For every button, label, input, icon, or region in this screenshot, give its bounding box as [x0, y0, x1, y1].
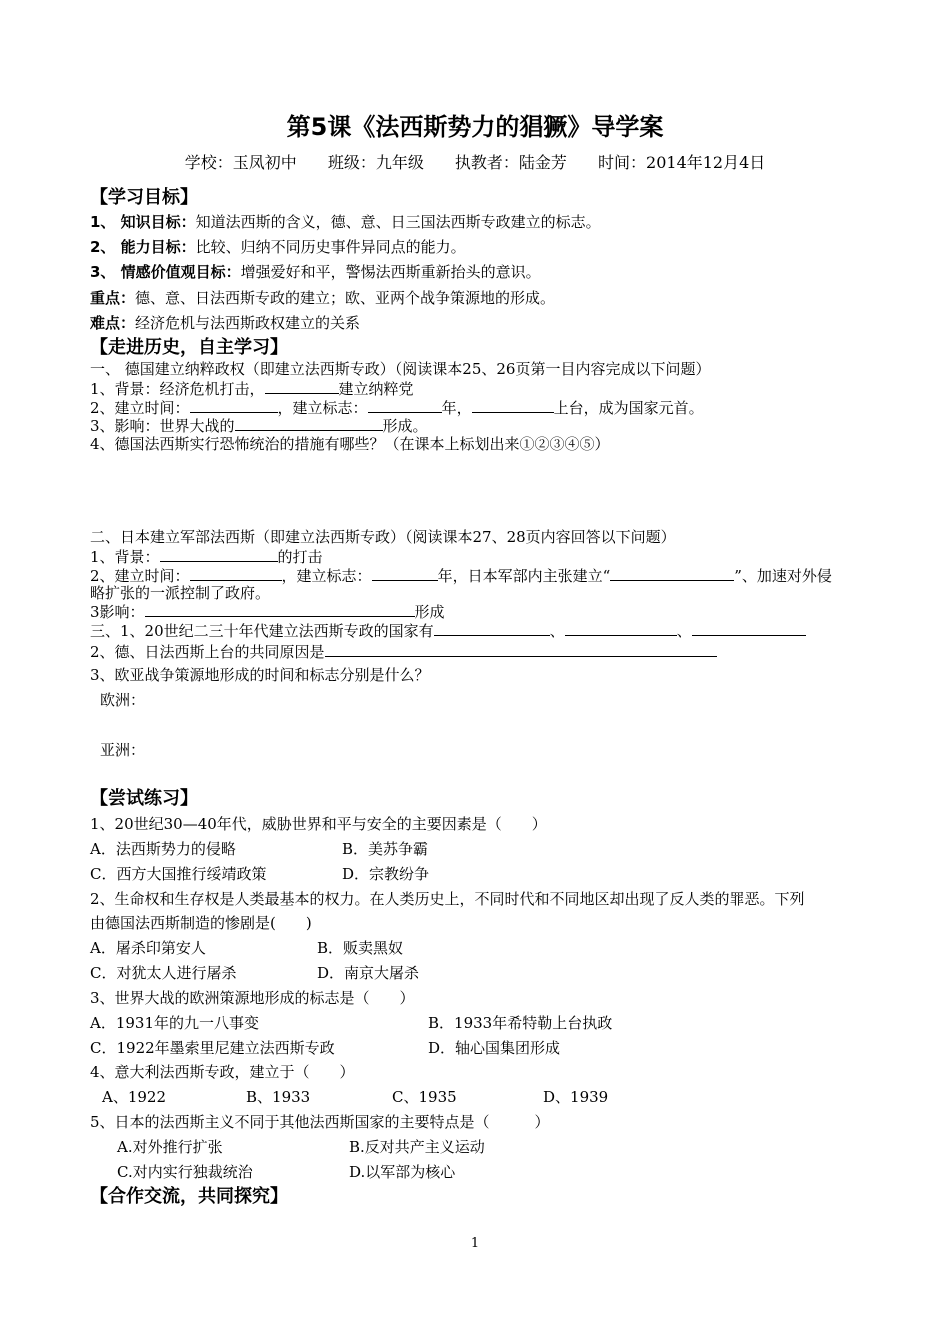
time-info: 时间：2014年12月4日 — [598, 153, 766, 172]
goal-2-text: 比较、归纳不同历史事件异同点的能力。 — [195, 238, 466, 256]
q4-option-b: B、1933 — [246, 1088, 311, 1106]
answer-blank[interactable] — [372, 566, 438, 581]
self-study-heading: 【走进历史，自主学习】 — [90, 337, 288, 358]
s3-q2-text: 2、德、日法西斯上台的共同原因是 — [90, 643, 325, 661]
s2-question-2-cont: 略扩张的一派控制了政府。 — [90, 584, 271, 602]
difficult-point — [90, 314, 360, 332]
lesson-info — [0, 153, 950, 173]
key-label: 重点： — [90, 289, 136, 307]
practice-q3: 3、世界大战的欧洲策源地形成的标志是（ ） — [90, 989, 415, 1007]
answer-blank[interactable] — [434, 621, 550, 636]
goal-1-label: 1、 知识目标： — [90, 213, 196, 231]
page-number: 1 — [470, 1236, 480, 1251]
s1-q2-text-4: 上台，成为国家元首。 — [553, 399, 704, 417]
s2-question-3 — [90, 602, 445, 621]
q3-option-c: C．1922年墨索里尼建立法西斯专政 — [90, 1039, 335, 1057]
s3-q1-text: 三、1、20世纪二三十年代建立法西斯专政的国家有 — [90, 622, 434, 640]
q1-option-c: C．西方大国推行绥靖政策 — [90, 865, 267, 883]
q2-option-b: B．贩卖黑奴 — [317, 939, 404, 957]
goal-3-label: 3、 情感价值观目标： — [90, 263, 241, 281]
s3-question-1 — [90, 621, 806, 640]
q2-option-d: D．南京大屠杀 — [317, 964, 420, 982]
s2-q3-text: 3影响： — [90, 603, 145, 621]
practice-q1: 1、20世纪30—40年代，威胁世界和平与安全的主要因素是（ ） — [90, 815, 547, 833]
answer-blank[interactable] — [325, 642, 717, 657]
s1-q3-text: 3、影响：世界大战的 — [90, 417, 235, 435]
s2-q2-text-3: 年，日本军部内主张建立“ — [437, 567, 611, 585]
s1-q2-text-2: ，建立标志： — [277, 399, 368, 417]
s2-q3-text-2: 形成 — [414, 603, 445, 621]
practice-q2-line1: 2、生命权和生存权是人类最基本的权力。在人类历史上，不同时代和不同地区却出现了反人类的罪恶。下列 — [90, 890, 805, 908]
goal-ability — [90, 238, 466, 256]
answer-blank[interactable] — [472, 398, 554, 413]
answer-blank[interactable] — [368, 398, 442, 413]
s1-q2-text: 2、建立时间： — [90, 399, 190, 417]
school-info: 学校：玉凤初中 — [184, 153, 297, 172]
separator: 、 — [549, 622, 565, 640]
s2-q2-text-2: ，建立标志： — [281, 567, 372, 585]
answer-blank[interactable] — [235, 416, 383, 431]
teacher-info: 执教者：陆金芳 — [454, 153, 567, 172]
answer-blank[interactable] — [145, 602, 415, 617]
q3-option-b: B．1933年希特勒上台执政 — [428, 1014, 613, 1032]
s3-question-2 — [90, 642, 717, 661]
s3-question-3: 3、欧亚战争策源地形成的时间和标志分别是什么？ — [90, 666, 430, 684]
q3-option-a: A．1931年的九一八事变 — [90, 1014, 260, 1032]
grade-info: 班级：九年级 — [327, 153, 424, 172]
page-title: 第5课《法西斯势力的猖獗》导学案 — [286, 113, 664, 141]
answer-blank[interactable] — [610, 566, 734, 581]
q2-option-a: A．屠杀印第安人 — [90, 939, 206, 957]
q2-option-c: C．对犹太人进行屠杀 — [90, 964, 237, 982]
q4-option-c: C、1935 — [392, 1088, 457, 1106]
goal-3-text: 增强爱好和平，警惕法西斯重新抬头的意识。 — [240, 263, 541, 281]
practice-heading: 【尝试练习】 — [90, 788, 198, 809]
s1-q2-text-3: 年， — [441, 399, 472, 417]
answer-blank[interactable] — [265, 379, 339, 394]
goal-1-text: 知道法西斯的含义，德、意、日三国法西斯专政建立的标志。 — [195, 213, 601, 231]
s1-question-4: 4、德国法西斯实行恐怖统治的措施有哪些？（在课本上标划出来①②③④⑤） — [90, 435, 610, 453]
s2-q1-text: 1、背景： — [90, 548, 160, 566]
goal-emotion — [90, 263, 541, 281]
s2-question-1 — [90, 547, 323, 566]
goal-2-label: 2、 能力目标： — [90, 238, 196, 256]
goal-knowledge — [90, 213, 601, 231]
q5-option-d: D.以军部为核心 — [349, 1163, 456, 1181]
answer-blank[interactable] — [692, 621, 806, 636]
coop-heading: 【合作交流，共同探究】 — [90, 1186, 288, 1207]
practice-q5: 5、日本的法西斯主义不同于其他法西斯国家的主要特点是（ ） — [90, 1113, 550, 1131]
s1-q3-text-2: 形成。 — [382, 417, 428, 435]
q4-option-a: A、1922 — [102, 1088, 167, 1106]
s1-question-2 — [90, 398, 704, 417]
section-1-title: 一、 德国建立纳粹政权（即建立法西斯专政）（阅读课本25、26页第一目内容完成以下问题） — [90, 360, 711, 378]
section-2-title: 二、日本建立军部法西斯（即建立法西斯专政）（阅读课本27、28页内容回答以下问题） — [90, 528, 676, 546]
answer-blank[interactable] — [190, 566, 282, 581]
key-point — [90, 289, 555, 307]
asia-label: 亚洲： — [100, 741, 146, 759]
answer-blank[interactable] — [565, 621, 677, 636]
q4-option-d: D、1939 — [543, 1088, 609, 1106]
diff-label: 难点： — [90, 314, 136, 332]
q1-option-d: D．宗教纷争 — [342, 865, 430, 883]
s2-question-2 — [90, 566, 832, 585]
practice-q2-line2: 由德国法西斯制造的惨剧是( ) — [90, 914, 312, 932]
q1-option-a: A．法西斯势力的侵略 — [90, 840, 236, 858]
s2-q1-text-2: 的打击 — [277, 548, 323, 566]
s2-q2-text-4: ”、加速对外侵 — [734, 567, 832, 585]
s1-q1-text: 1、背景：经济危机打击， — [90, 380, 265, 398]
q5-option-a: A.对外推行扩张 — [117, 1138, 223, 1156]
key-text: 德、意、日法西斯专政的建立；欧、亚两个战争策源地的形成。 — [135, 289, 556, 307]
q5-option-b: B.反对共产主义运动 — [349, 1138, 485, 1156]
practice-q4: 4、意大利法西斯专政，建立于（ ） — [90, 1063, 355, 1081]
europe-label: 欧洲： — [100, 691, 146, 709]
answer-blank[interactable] — [190, 398, 278, 413]
q5-option-c: C.对内实行独裁统治 — [117, 1163, 253, 1181]
s1-q1-text-2: 建立纳粹党 — [338, 380, 414, 398]
s2-q2-text: 2、建立时间： — [90, 567, 190, 585]
separator: 、 — [676, 622, 692, 640]
s1-question-1 — [90, 379, 414, 398]
answer-blank[interactable] — [160, 547, 278, 562]
q1-option-b: B．美苏争霸 — [342, 840, 429, 858]
diff-text: 经济危机与法西斯政权建立的关系 — [135, 314, 361, 332]
q3-option-d: D．轴心国集团形成 — [428, 1039, 561, 1057]
s1-question-3 — [90, 416, 428, 435]
goals-heading: 【学习目标】 — [90, 187, 198, 208]
